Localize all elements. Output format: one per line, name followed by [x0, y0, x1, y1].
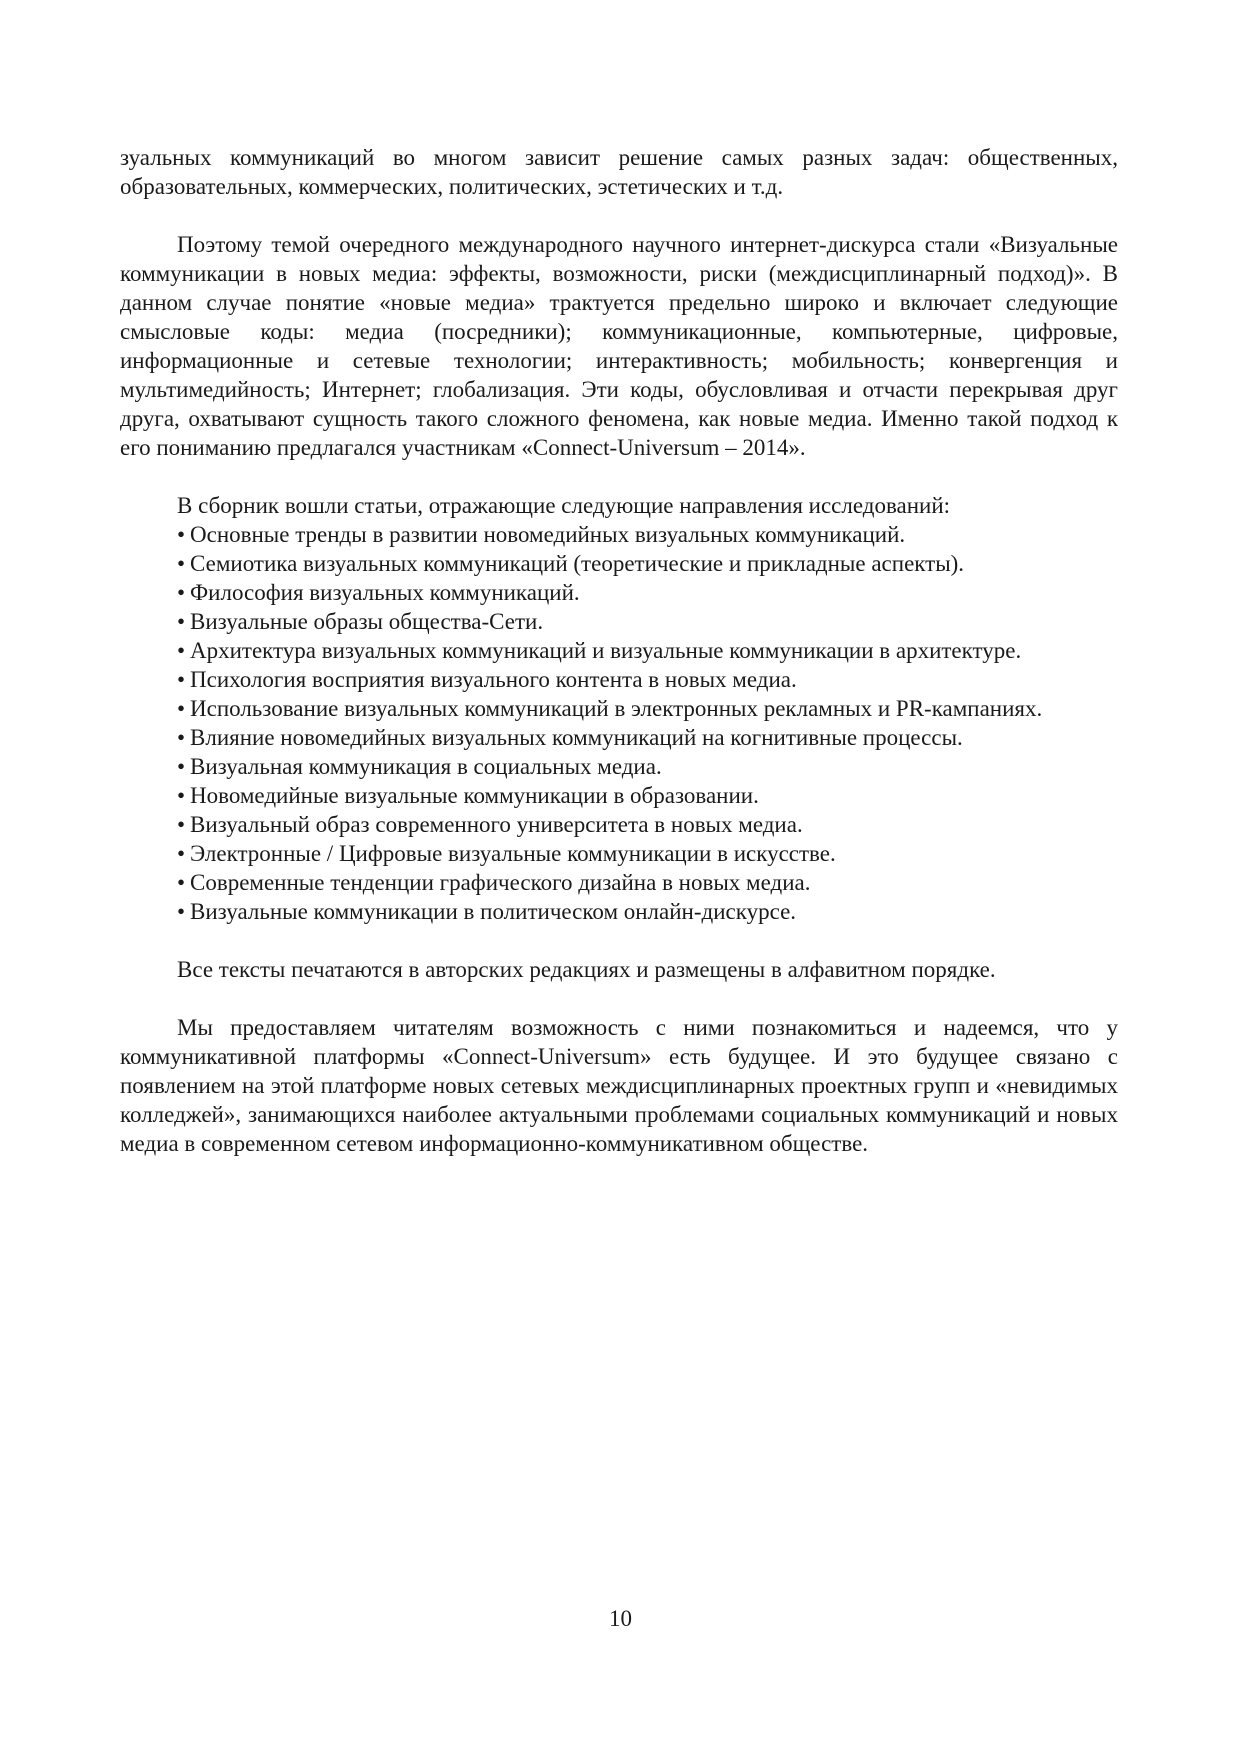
bullet-icon: •: [177, 580, 186, 605]
topic-item-text: Основные тренды в развитии новомедийных визуальных коммуникаций.: [190, 522, 906, 547]
bullet-icon: •: [177, 754, 186, 779]
topic-item: [177, 868, 1118, 897]
topic-item-text: Электронные / Цифровые визуальные коммуникации в искусстве.: [190, 841, 836, 866]
topic-item: [177, 607, 1118, 636]
topic-item: [177, 636, 1118, 665]
topic-item-text: Философия визуальных коммуникаций.: [190, 580, 580, 605]
bullet-icon: •: [177, 551, 186, 576]
topic-item-text: Визуальная коммуникация в социальных медиа.: [190, 754, 662, 779]
bullet-icon: •: [177, 870, 186, 895]
bullet-icon: •: [177, 783, 186, 808]
bullet-icon: •: [177, 522, 186, 547]
topic-list: [177, 520, 1118, 926]
bullet-icon: •: [177, 609, 186, 634]
document-body: [120, 143, 1118, 1158]
topic-item: [177, 781, 1118, 810]
bullet-icon: •: [177, 638, 186, 663]
topic-item-text: Психология восприятия визуального контента в новых медиа.: [190, 667, 797, 692]
bullet-icon: •: [177, 841, 186, 866]
bullet-icon: •: [177, 667, 186, 692]
bullet-icon: •: [177, 725, 186, 750]
topic-item-text: Новомедийные визуальные коммуникации в образовании.: [190, 783, 759, 808]
bullet-icon: •: [177, 899, 186, 924]
page-number: 10: [609, 1606, 632, 1631]
topic-item: [177, 897, 1118, 926]
topic-item: [177, 723, 1118, 752]
list-intro: В сборник вошли статьи, отражающие следующие направления исследований:: [177, 493, 951, 518]
paragraph-editorial-note: Все тексты печатаются в авторских редакциях и размещены в алфавитном порядке.: [177, 957, 996, 982]
topic-item: [177, 665, 1118, 694]
paragraph-closing: Мы предоставляем читателям возможность с ними познакомиться и надеемся, что у коммуникативной платформы «Connect-Universum» есть будущее. И это будущее связано с появлением на этой платформе новых сетевых междисциплинарных проектных групп и «невидимых колледжей», занимающихся наиболее актуальными проблемами социальных коммуникаций и новых медиа в современном сетевом информационно-коммуникативном обществе.: [120, 1015, 1118, 1156]
topic-item-text: Использование визуальных коммуникаций в электронных рекламных и PR-кампаниях.: [190, 696, 1043, 721]
topic-item-text: Влияние новомедийных визуальных коммуникаций на когнитивные процессы.: [190, 725, 963, 750]
topic-item: [177, 578, 1118, 607]
topic-item: [177, 839, 1118, 868]
topic-item: [177, 810, 1118, 839]
paragraph-conference-topic: Поэтому темой очередного международного научного интернет-дискурса стали «Визуальные коммуникации в новых медиа: эффекты, возможности, риски (междисциплинарный подход)». В данном случае понятие «новые медиа» трактуется предельно широко и включает следующие смысловые коды: медиа (посредники); коммуникационные, компьютерные, цифровые, информационные и сетевые технологии; интерактивность; мобильность; конвергенция и мультимедийность; Интернет; глобализация. Эти коды, обусловливая и отчасти перекрывая друг друга, охватывают сущность такого сложного феномена, как новые медиа. Именно такой подход к его пониманию предлагался участникам «Connect-Universum – 2014».: [120, 232, 1118, 460]
topic-item-text: Визуальный образ современного университета в новых медиа.: [190, 812, 803, 837]
topic-item: [177, 694, 1118, 723]
paragraph-continuation: зуальных коммуникаций во многом зависит решение самых разных задач: общественных, образовательных, коммерческих, политических, эстетических и т.д.: [120, 145, 1118, 199]
topic-item-text: Визуальные коммуникации в политическом онлайн-дискурсе.: [190, 899, 797, 924]
topic-item: [177, 549, 1118, 578]
topic-item-text: Визуальные образы общества-Сети.: [190, 609, 544, 634]
bullet-icon: •: [177, 812, 186, 837]
topic-item: [177, 520, 1118, 549]
bullet-icon: •: [177, 696, 186, 721]
topic-item-text: Семиотика визуальных коммуникаций (теоретические и прикладные аспекты).: [190, 551, 965, 576]
topic-item-text: Современные тенденции графического дизайна в новых медиа.: [190, 870, 811, 895]
topic-item: [177, 752, 1118, 781]
topic-item-text: Архитектура визуальных коммуникаций и визуальные коммуникации в архитектуре.: [190, 638, 1022, 663]
